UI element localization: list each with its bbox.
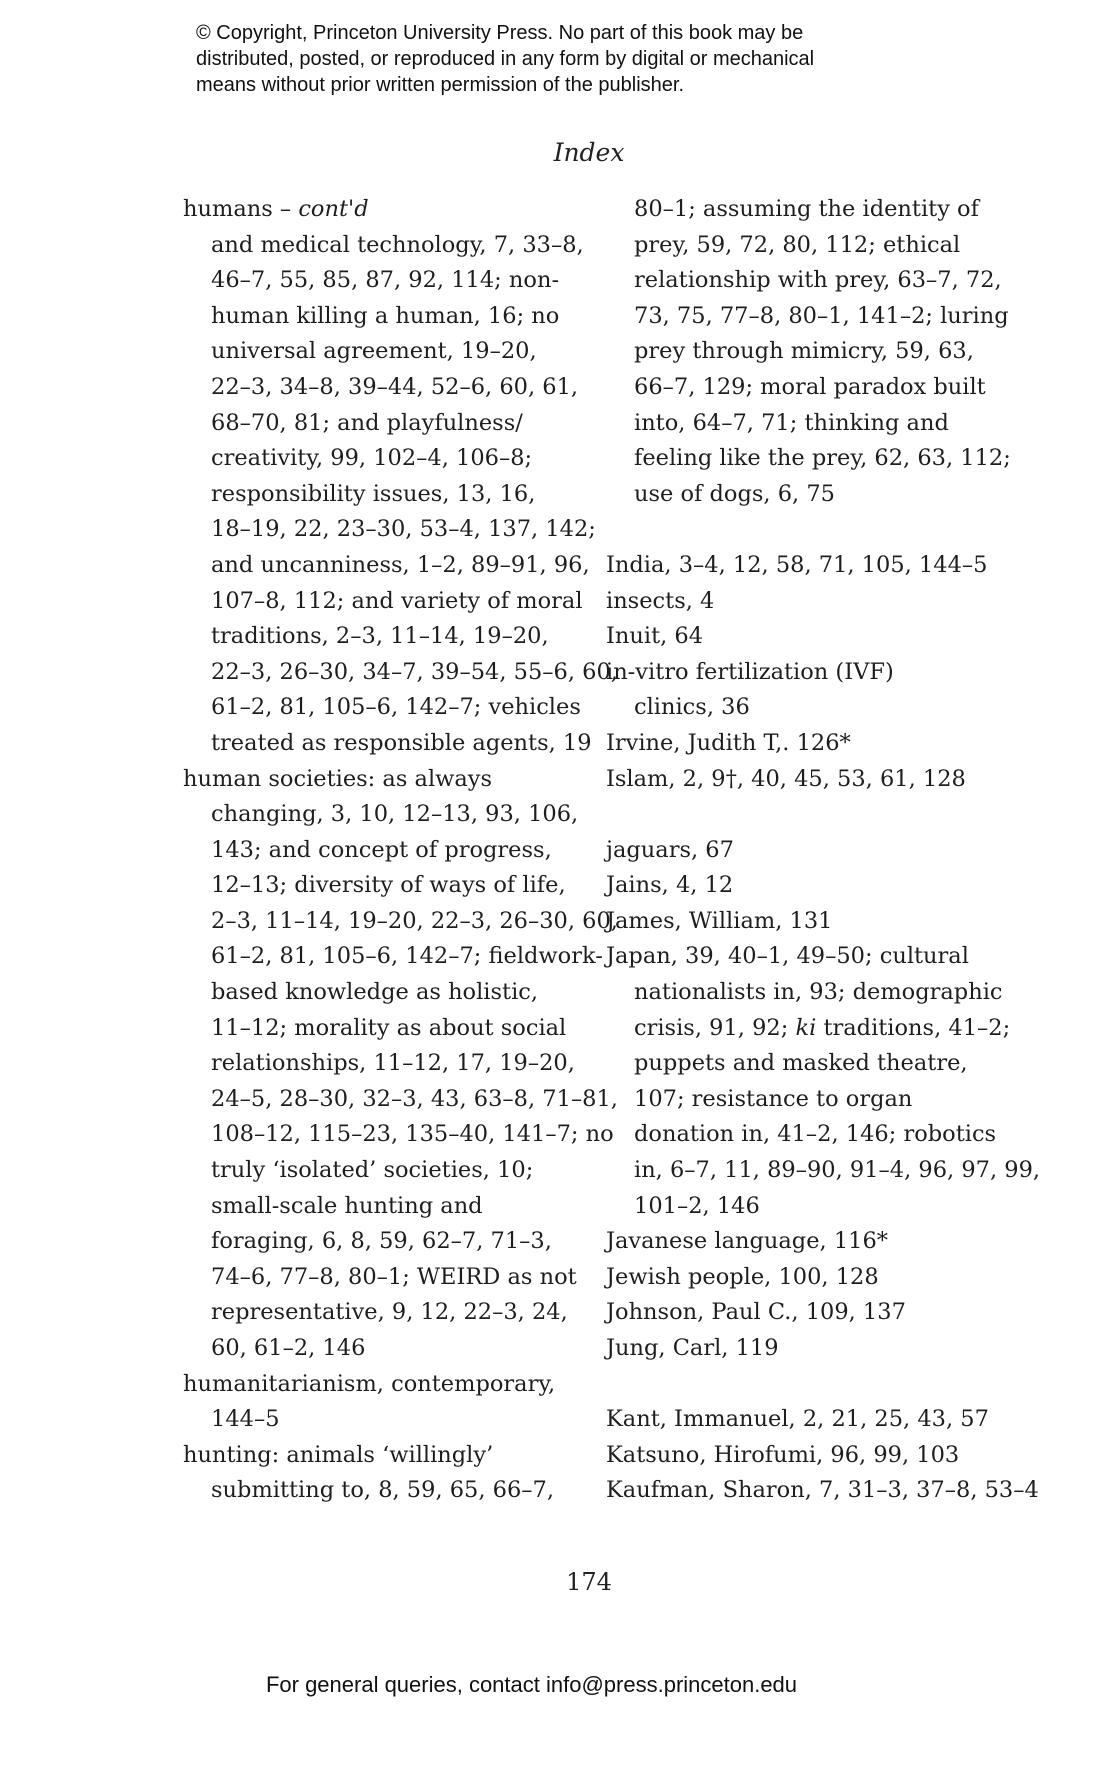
index-subentry: clinics, 36 (634, 694, 750, 721)
index-subentry: use of dogs, 6, 75 (634, 480, 835, 507)
index-entry: in-vitro fertilization (IVF) (606, 658, 894, 685)
index-subentry: 73, 75, 77–8, 80–1, 141–2; luring (634, 302, 1009, 329)
index-subentry: relationship with prey, 63–7, 72, (634, 267, 1002, 294)
index-subentry: human killing a human, 16; no (211, 302, 560, 329)
index-subentry: changing, 3, 10, 12–13, 93, 106, (211, 801, 579, 828)
index-subentry: in, 6–7, 11, 89–90, 91–4, 96, 97, 99, (634, 1157, 1041, 1184)
index-subentry: treated as responsible agents, 19 (211, 729, 592, 756)
index-subentry: 74–6, 77–8, 80–1; WEIRD as not (211, 1263, 577, 1290)
index-entry: Inuit, 64 (606, 623, 704, 650)
index-subentry: submitting to, 8, 59, 65, 66–7, (211, 1477, 555, 1504)
index-subentry: small-scale hunting and (211, 1192, 483, 1219)
index-subentry: 61–2, 81, 105–6, 142–7; fieldwork- (211, 943, 603, 970)
index-entry: Kant, Immanuel, 2, 21, 25, 43, 57 (606, 1406, 989, 1433)
index-subentry: into, 64–7, 71; thinking and (634, 409, 949, 436)
index-subentry: truly ‘isolated’ societies, 10; (211, 1157, 534, 1184)
index-entry: Jains, 4, 12 (606, 872, 734, 899)
index-entry: James, William, 131 (606, 907, 833, 934)
index-subentry: 107–8, 112; and variety of moral (211, 587, 583, 614)
index-subentry: 66–7, 129; moral paradox built (634, 373, 986, 400)
index-entry: Johnson, Paul C., 109, 137 (606, 1299, 906, 1326)
index-entry: Japan, 39, 40–1, 49–50; cultural (606, 943, 969, 970)
index-subentry: prey, 59, 72, 80, 112; ethical (634, 231, 961, 258)
index-entry: India, 3–4, 12, 58, 71, 105, 144–5 (606, 551, 988, 578)
index-subentry: crisis, 91, 92; ki traditions, 41–2; (634, 1014, 1011, 1041)
index-subentry: 144–5 (211, 1406, 280, 1433)
index-subentry: nationalists in, 93; demographic (634, 979, 1003, 1006)
index-subentry: 107; resistance to organ (634, 1085, 913, 1112)
footer-contact: For general queries, contact info@press.princeton.edu (265, 1672, 798, 1697)
index-subentry: 24–5, 28–30, 32–3, 43, 63–8, 71–81, (211, 1085, 618, 1112)
copyright-line: © Copyright, Princeton University Press. No part of this book may be (196, 22, 804, 44)
section-gap (606, 797, 1026, 833)
page-number: 174 (566, 1568, 612, 1596)
index-entry: jaguars, 67 (606, 836, 734, 863)
index-entry: Javanese language, 116* (606, 1228, 889, 1255)
index-subentry: 61–2, 81, 105–6, 142–7; vehicles (211, 694, 581, 721)
index-subentry: feeling like the prey, 62, 63, 112; (634, 445, 1011, 472)
index-entry: humans – cont'd (183, 196, 369, 222)
index-subentry: 12–13; diversity of ways of life, (211, 872, 566, 899)
index-subentry: 18–19, 22, 23–30, 53–4, 137, 142; (211, 516, 596, 543)
index-subentry: representative, 9, 12, 22–3, 24, (211, 1299, 568, 1326)
index-subentry: 68–70, 81; and playfulness/ (211, 409, 523, 436)
index-subentry: and uncanniness, 1–2, 89–91, 96, (211, 551, 590, 578)
index-entry: Jung, Carl, 119 (606, 1335, 779, 1361)
index-entry: Irvine, Judith T,. 126* (606, 729, 851, 756)
index-subentry: 80–1; assuming the identity of (634, 196, 979, 222)
index-entry: hunting: animals ‘willingly’ (183, 1441, 494, 1468)
index-subentry: 2–3, 11–14, 19–20, 22–3, 26–30, 60, (211, 907, 618, 934)
index-subentry: 101–2, 146 (634, 1192, 760, 1219)
index-subentry: traditions, 2–3, 11–14, 19–20, (211, 623, 549, 650)
index-column-right (606, 192, 1041, 1509)
index-entry: human societies: as always (183, 765, 493, 792)
index-column-left (183, 192, 618, 1509)
index-entry: Islam, 2, 9†, 40, 45, 53, 61, 128 (606, 765, 966, 792)
index-subentry: 22–3, 34–8, 39–44, 52–6, 60, 61, (211, 373, 579, 400)
index-entry: Kaufman, Sharon, 7, 31–3, 37–8, 53–4 (606, 1477, 1039, 1504)
index-subentry: based knowledge as holistic, (211, 979, 539, 1006)
copyright-notice (196, 20, 916, 98)
index-subentry: foraging, 6, 8, 59, 62–7, 71–3, (211, 1228, 552, 1255)
section-gap (606, 1367, 1026, 1403)
index-subentry: prey through mimicry, 59, 63, (634, 338, 974, 365)
copyright-line: means without prior written permission of the publisher. (196, 74, 685, 96)
index-subentry: 60, 61–2, 146 (211, 1335, 366, 1361)
index-subentry: 46–7, 55, 85, 87, 92, 114; non- (211, 267, 560, 294)
index-entry: insects, 4 (606, 587, 715, 614)
section-gap (606, 512, 1026, 548)
index-subentry: relationships, 11–12, 17, 19–20, (211, 1050, 575, 1077)
index-subentry: puppets and masked theatre, (634, 1050, 968, 1077)
index-entry: humanitarianism, contemporary, (183, 1370, 556, 1397)
index-subentry: donation in, 41–2, 146; robotics (634, 1121, 997, 1148)
page-title: Index (553, 138, 625, 167)
index-subentry: responsibility issues, 13, 16, (211, 480, 536, 507)
index-subentry: 11–12; morality as about social (211, 1014, 567, 1041)
index-subentry: 143; and concept of progress, (211, 836, 552, 863)
copyright-line: distributed, posted, or reproduced in any form by digital or mechanical (196, 48, 815, 70)
index-subentry: universal agreement, 19–20, (211, 338, 537, 365)
index-entry: Jewish people, 100, 128 (606, 1263, 879, 1290)
index-subentry: and medical technology, 7, 33–8, (211, 231, 584, 258)
index-subentry: 108–12, 115–23, 135–40, 141–7; no (211, 1121, 614, 1148)
index-subentry: creativity, 99, 102–4, 106–8; (211, 445, 533, 472)
index-subentry: 22–3, 26–30, 34–7, 39–54, 55–6, 60, (211, 658, 618, 685)
index-entry: Katsuno, Hirofumi, 96, 99, 103 (606, 1441, 960, 1468)
